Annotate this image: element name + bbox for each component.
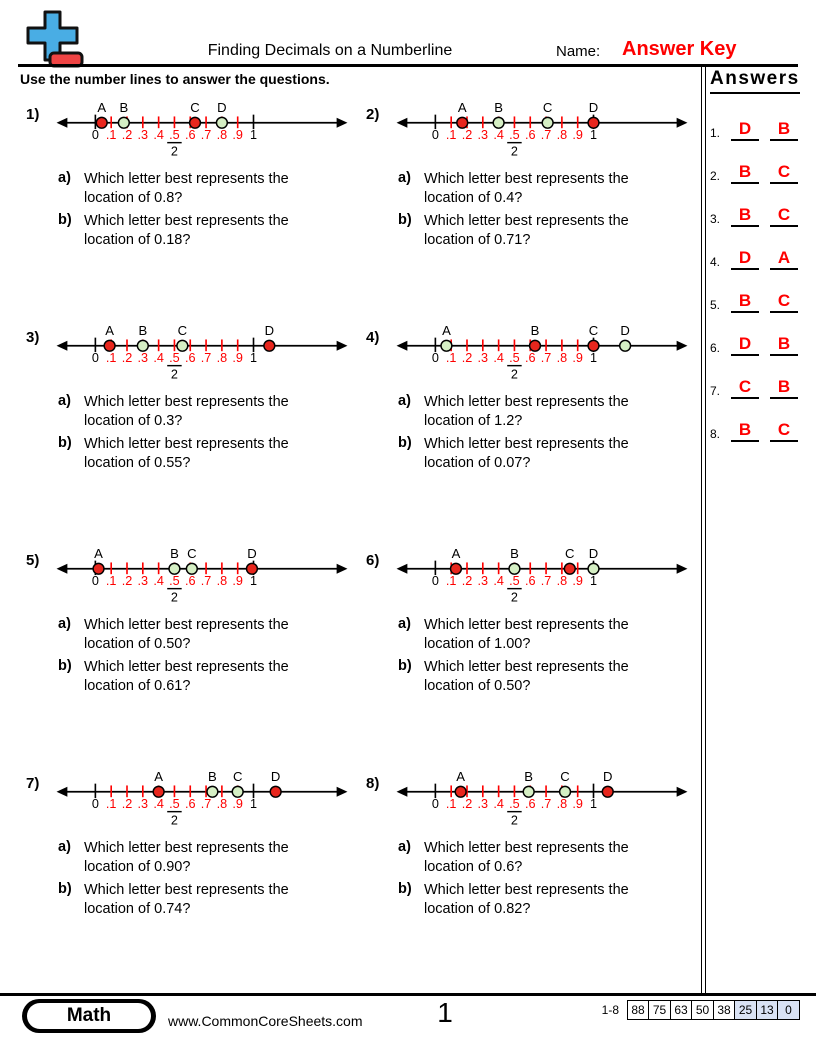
problem-questions	[398, 170, 696, 250]
problems-grid	[20, 92, 696, 984]
svg-text:.8: .8	[556, 574, 568, 589]
svg-text:.7: .7	[540, 128, 552, 143]
svg-text:.4: .4	[153, 351, 164, 366]
svg-text:B: B	[138, 322, 148, 338]
svg-text:.9: .9	[232, 351, 243, 366]
answer-number: 6.	[710, 341, 721, 355]
svg-text:.6: .6	[524, 128, 536, 143]
answer-row	[710, 329, 800, 356]
numberline-3	[52, 321, 352, 385]
answer-number: 8.	[710, 427, 721, 441]
commoncoresheets-logo	[20, 8, 86, 68]
question-b-text: Which letter best represents the location of 0.50?	[424, 659, 629, 694]
question-b-text: Which letter best represents the location of 0.61?	[84, 659, 289, 694]
score-cell: 88	[627, 1000, 650, 1020]
svg-text:.3: .3	[477, 797, 489, 812]
problem-number: 5)	[26, 552, 40, 569]
question-b-label: b)	[58, 435, 72, 451]
svg-text:1: 1	[589, 128, 598, 143]
svg-text:B: B	[208, 768, 217, 784]
question-b-label: b)	[58, 212, 72, 228]
svg-text:C: C	[190, 99, 200, 115]
answers-title: Answers	[710, 68, 800, 94]
svg-text:.6: .6	[184, 797, 196, 812]
answer-row	[710, 114, 800, 141]
svg-text:.4: .4	[493, 351, 504, 366]
answer-number: 4.	[710, 255, 721, 269]
answer-blank-a	[731, 119, 759, 141]
svg-text:.6: .6	[184, 574, 196, 589]
answer-blank-a	[731, 334, 759, 356]
svg-text:D: D	[247, 545, 257, 561]
svg-text:0: 0	[431, 128, 439, 143]
svg-text:.4: .4	[153, 797, 164, 812]
score-cell: 38	[713, 1000, 736, 1020]
answer-row	[710, 157, 800, 184]
svg-text:.6: .6	[524, 574, 536, 589]
answer-blank-b	[770, 162, 798, 184]
question-a-text: Which letter best represents the location of 1.2?	[424, 394, 629, 429]
svg-text:.5: .5	[509, 797, 520, 812]
problem-block	[360, 92, 696, 315]
question-a-label: a)	[58, 616, 71, 632]
svg-text:.1: .1	[445, 351, 457, 366]
svg-text:.8: .8	[556, 797, 568, 812]
svg-text:0: 0	[91, 574, 99, 589]
svg-text:D: D	[588, 99, 599, 115]
question-b-label: b)	[398, 658, 412, 674]
svg-text:.1: .1	[445, 797, 457, 812]
svg-text:.5: .5	[169, 797, 180, 812]
question-a-label: a)	[398, 839, 411, 855]
svg-text:1: 1	[589, 351, 598, 366]
svg-text:.9: .9	[572, 351, 583, 366]
problem-number: 1)	[26, 106, 40, 123]
svg-text:.7: .7	[540, 797, 552, 812]
svg-text:.7: .7	[200, 574, 212, 589]
svg-text:.8: .8	[216, 574, 228, 589]
question-a-label: a)	[58, 839, 71, 855]
svg-text:D: D	[603, 768, 613, 784]
svg-text:0: 0	[91, 797, 99, 812]
svg-text:.2: .2	[461, 128, 473, 143]
question-b-label: b)	[398, 435, 412, 451]
svg-text:2: 2	[510, 590, 518, 605]
svg-text:.8: .8	[556, 351, 568, 366]
question-b-label: b)	[398, 881, 412, 897]
math-badge-label: Math	[27, 1003, 151, 1029]
svg-text:.5: .5	[169, 128, 180, 143]
question-b-label: b)	[58, 658, 72, 674]
svg-text:.7: .7	[540, 574, 552, 589]
answer-letter-a: D	[738, 119, 752, 138]
answer-blank-a	[731, 162, 759, 184]
answer-letter-b: B	[777, 377, 791, 396]
answer-blank-b	[770, 248, 798, 270]
svg-text:.9: .9	[572, 574, 583, 589]
svg-text:.3: .3	[137, 128, 149, 143]
numberline-4	[392, 321, 692, 385]
answers-column-divider	[701, 66, 706, 993]
svg-text:.9: .9	[232, 797, 243, 812]
numberline-2	[392, 98, 692, 162]
problem-questions	[58, 170, 360, 250]
answer-letter-b: C	[777, 291, 791, 310]
problem-number: 8)	[366, 775, 380, 792]
question-a-text: Which letter best represents the location of 0.8?	[84, 171, 289, 206]
answers-list	[710, 114, 800, 442]
question-a-text: Which letter best represents the location of 0.6?	[424, 840, 629, 875]
answer-row	[710, 415, 800, 442]
answer-letter-b: C	[777, 162, 791, 181]
question-b-text: Which letter best represents the location of 0.55?	[84, 436, 289, 471]
answer-letter-a: B	[738, 420, 752, 439]
svg-text:2: 2	[170, 813, 178, 828]
question-b-label: b)	[398, 212, 412, 228]
svg-text:.5: .5	[169, 351, 180, 366]
svg-text:.7: .7	[200, 797, 212, 812]
svg-text:A: A	[105, 322, 114, 338]
svg-text:B: B	[170, 545, 179, 561]
svg-text:.3: .3	[477, 128, 489, 143]
question-a-text: Which letter best represents the location of 0.4?	[424, 171, 629, 206]
svg-text:.6: .6	[524, 351, 536, 366]
question-b-label: b)	[58, 881, 72, 897]
problem-block	[20, 92, 360, 315]
svg-text:.1: .1	[105, 128, 117, 143]
svg-text:.3: .3	[137, 351, 149, 366]
svg-text:.9: .9	[572, 128, 583, 143]
svg-text:.6: .6	[184, 128, 196, 143]
numberline-6	[392, 544, 692, 608]
answer-blank-b	[770, 334, 798, 356]
website-url: www.CommonCoreSheets.com	[168, 1013, 363, 1029]
answer-row	[710, 200, 800, 227]
svg-text:A: A	[442, 322, 451, 338]
svg-text:.1: .1	[105, 574, 117, 589]
score-range-label: 1-8	[601, 1003, 619, 1017]
answers-panel	[710, 68, 800, 458]
svg-text:.1: .1	[105, 351, 117, 366]
svg-text:2: 2	[510, 367, 518, 382]
svg-text:.2: .2	[461, 574, 473, 589]
question-a-text: Which letter best represents the location of 1.00?	[424, 617, 629, 652]
question-a-label: a)	[58, 393, 71, 409]
problem-block	[360, 538, 696, 761]
svg-text:.7: .7	[200, 128, 212, 143]
score-cells	[628, 1000, 800, 1020]
answer-letter-a: D	[738, 248, 752, 267]
svg-text:B: B	[494, 99, 503, 115]
footer-divider	[0, 993, 816, 996]
answer-blank-a	[731, 291, 759, 313]
header-divider	[18, 64, 798, 67]
name-value-answer-key: Answer Key	[622, 38, 737, 60]
question-b-text: Which letter best represents the location of 0.82?	[424, 882, 629, 917]
svg-text:C: C	[565, 545, 575, 561]
svg-text:1: 1	[249, 351, 258, 366]
answer-blank-b	[770, 291, 798, 313]
svg-text:2: 2	[510, 813, 518, 828]
problem-block	[20, 315, 360, 538]
question-b-text: Which letter best represents the location of 0.18?	[84, 213, 289, 248]
svg-text:A: A	[154, 768, 163, 784]
svg-text:.9: .9	[572, 797, 583, 812]
svg-text:2: 2	[170, 590, 178, 605]
svg-text:C: C	[560, 768, 570, 784]
score-cell: 25	[734, 1000, 757, 1020]
score-cell: 13	[756, 1000, 779, 1020]
svg-text:1: 1	[589, 797, 598, 812]
score-cell: 63	[670, 1000, 693, 1020]
svg-text:0: 0	[431, 351, 439, 366]
answer-number: 3.	[710, 212, 721, 226]
svg-text:.2: .2	[121, 351, 133, 366]
question-a-label: a)	[398, 616, 411, 632]
answer-letter-a: C	[738, 377, 752, 396]
problem-questions	[58, 839, 360, 919]
problem-block	[360, 315, 696, 538]
svg-text:.8: .8	[556, 128, 568, 143]
numberline-8	[392, 767, 692, 831]
svg-text:.3: .3	[477, 574, 489, 589]
problem-number: 6)	[366, 552, 380, 569]
answer-blank-b	[770, 119, 798, 141]
svg-text:A: A	[97, 99, 107, 115]
score-strip	[602, 1000, 800, 1020]
svg-text:.4: .4	[493, 128, 504, 143]
problem-number: 3)	[26, 329, 40, 346]
answer-number: 7.	[710, 384, 721, 398]
svg-text:C: C	[177, 322, 188, 338]
answer-letter-a: B	[738, 162, 752, 181]
answer-letter-b: C	[777, 205, 791, 224]
svg-text:0: 0	[91, 128, 99, 143]
svg-text:B: B	[119, 99, 129, 115]
answer-letter-a: D	[738, 334, 752, 353]
svg-text:.3: .3	[137, 797, 149, 812]
svg-text:1: 1	[249, 574, 258, 589]
svg-text:C: C	[232, 768, 243, 784]
svg-text:.8: .8	[216, 797, 228, 812]
svg-text:.1: .1	[445, 574, 457, 589]
svg-text:.9: .9	[232, 574, 243, 589]
problem-questions	[398, 616, 696, 696]
svg-text:.2: .2	[121, 128, 133, 143]
svg-text:D: D	[264, 322, 275, 338]
svg-text:.4: .4	[493, 797, 504, 812]
svg-text:.3: .3	[137, 574, 149, 589]
svg-text:.5: .5	[169, 574, 180, 589]
answer-number: 2.	[710, 169, 721, 183]
numberline-5	[52, 544, 352, 608]
problem-block	[360, 761, 696, 984]
svg-text:A: A	[457, 99, 467, 115]
answer-row	[710, 286, 800, 313]
problem-number: 4)	[366, 329, 380, 346]
svg-text:1: 1	[249, 128, 258, 143]
svg-text:C: C	[588, 322, 599, 338]
score-cell: 0	[777, 1000, 800, 1020]
svg-text:0: 0	[91, 351, 99, 366]
svg-text:2: 2	[510, 144, 518, 159]
svg-text:2: 2	[170, 144, 178, 159]
answer-letter-b: B	[777, 334, 791, 353]
answer-letter-a: B	[738, 291, 752, 310]
svg-text:A: A	[94, 545, 103, 561]
svg-text:B: B	[524, 768, 534, 784]
svg-text:D: D	[270, 768, 281, 784]
svg-text:1: 1	[589, 574, 598, 589]
svg-text:.7: .7	[200, 351, 212, 366]
svg-text:A: A	[456, 768, 466, 784]
answer-letter-a: B	[738, 205, 752, 224]
svg-text:B: B	[530, 322, 540, 338]
question-b-text: Which letter best represents the location of 0.74?	[84, 882, 289, 917]
svg-text:.4: .4	[493, 574, 504, 589]
svg-text:.4: .4	[153, 128, 164, 143]
svg-text:.1: .1	[105, 797, 117, 812]
question-a-text: Which letter best represents the location of 0.3?	[84, 394, 289, 429]
question-a-label: a)	[58, 170, 71, 186]
svg-text:.7: .7	[540, 351, 552, 366]
answer-blank-b	[770, 420, 798, 442]
svg-text:0: 0	[431, 797, 439, 812]
worksheet-title: Finding Decimals on a Numberline	[207, 42, 453, 59]
svg-text:.2: .2	[121, 574, 133, 589]
svg-text:.3: .3	[477, 351, 489, 366]
problem-number: 2)	[366, 106, 380, 123]
plus-minus-logo-icon	[20, 8, 86, 70]
problem-questions	[398, 393, 696, 473]
answer-blank-a	[731, 420, 759, 442]
svg-text:.2: .2	[461, 797, 473, 812]
answer-blank-b	[770, 377, 798, 399]
answer-number: 1.	[710, 126, 721, 140]
svg-text:.2: .2	[461, 351, 473, 366]
instructions-text: Use the number lines to answer the questions.	[20, 71, 330, 87]
answer-blank-a	[731, 205, 759, 227]
question-b-text: Which letter best represents the location of 0.71?	[424, 213, 629, 248]
answer-blank-a	[731, 248, 759, 270]
problem-questions	[58, 393, 360, 473]
question-a-label: a)	[398, 170, 411, 186]
score-cell: 75	[648, 1000, 671, 1020]
answer-letter-b: C	[777, 420, 791, 439]
svg-text:.4: .4	[153, 574, 164, 589]
answer-row	[710, 372, 800, 399]
svg-text:.6: .6	[184, 351, 196, 366]
question-b-text: Which letter best represents the location of 0.07?	[424, 436, 629, 471]
svg-text:D: D	[620, 322, 630, 338]
problem-questions	[398, 839, 696, 919]
answer-row	[710, 243, 800, 270]
answer-number: 5.	[710, 298, 721, 312]
answer-blank-a	[731, 377, 759, 399]
svg-text:.2: .2	[121, 797, 133, 812]
svg-text:B: B	[510, 545, 519, 561]
svg-text:A: A	[451, 545, 461, 561]
math-badge	[22, 999, 156, 1033]
page-number: 1	[437, 997, 453, 1028]
question-a-text: Which letter best represents the location of 0.50?	[84, 617, 289, 652]
svg-text:0: 0	[431, 574, 439, 589]
question-a-text: Which letter best represents the location of 0.90?	[84, 840, 289, 875]
svg-text:.1: .1	[445, 128, 457, 143]
svg-text:.5: .5	[509, 128, 520, 143]
svg-text:.9: .9	[232, 128, 243, 143]
svg-text:1: 1	[249, 797, 258, 812]
svg-text:.8: .8	[216, 351, 228, 366]
svg-text:C: C	[187, 545, 197, 561]
problem-number: 7)	[26, 775, 40, 792]
svg-text:.5: .5	[509, 574, 520, 589]
numberline-7	[52, 767, 352, 831]
svg-text:.6: .6	[524, 797, 536, 812]
svg-text:C: C	[542, 99, 553, 115]
svg-text:D: D	[217, 99, 227, 115]
svg-text:D: D	[588, 545, 599, 561]
svg-text:2: 2	[170, 367, 178, 382]
score-cell: 50	[691, 1000, 714, 1020]
svg-text:.8: .8	[216, 128, 228, 143]
answer-letter-b: A	[777, 248, 791, 267]
numberline-1	[52, 98, 352, 162]
answer-letter-b: B	[777, 119, 791, 138]
problem-block	[20, 538, 360, 761]
svg-text:.5: .5	[509, 351, 520, 366]
problem-block	[20, 761, 360, 984]
name-label: Name:	[556, 43, 601, 60]
problem-questions	[58, 616, 360, 696]
answer-blank-b	[770, 205, 798, 227]
question-a-label: a)	[398, 393, 411, 409]
